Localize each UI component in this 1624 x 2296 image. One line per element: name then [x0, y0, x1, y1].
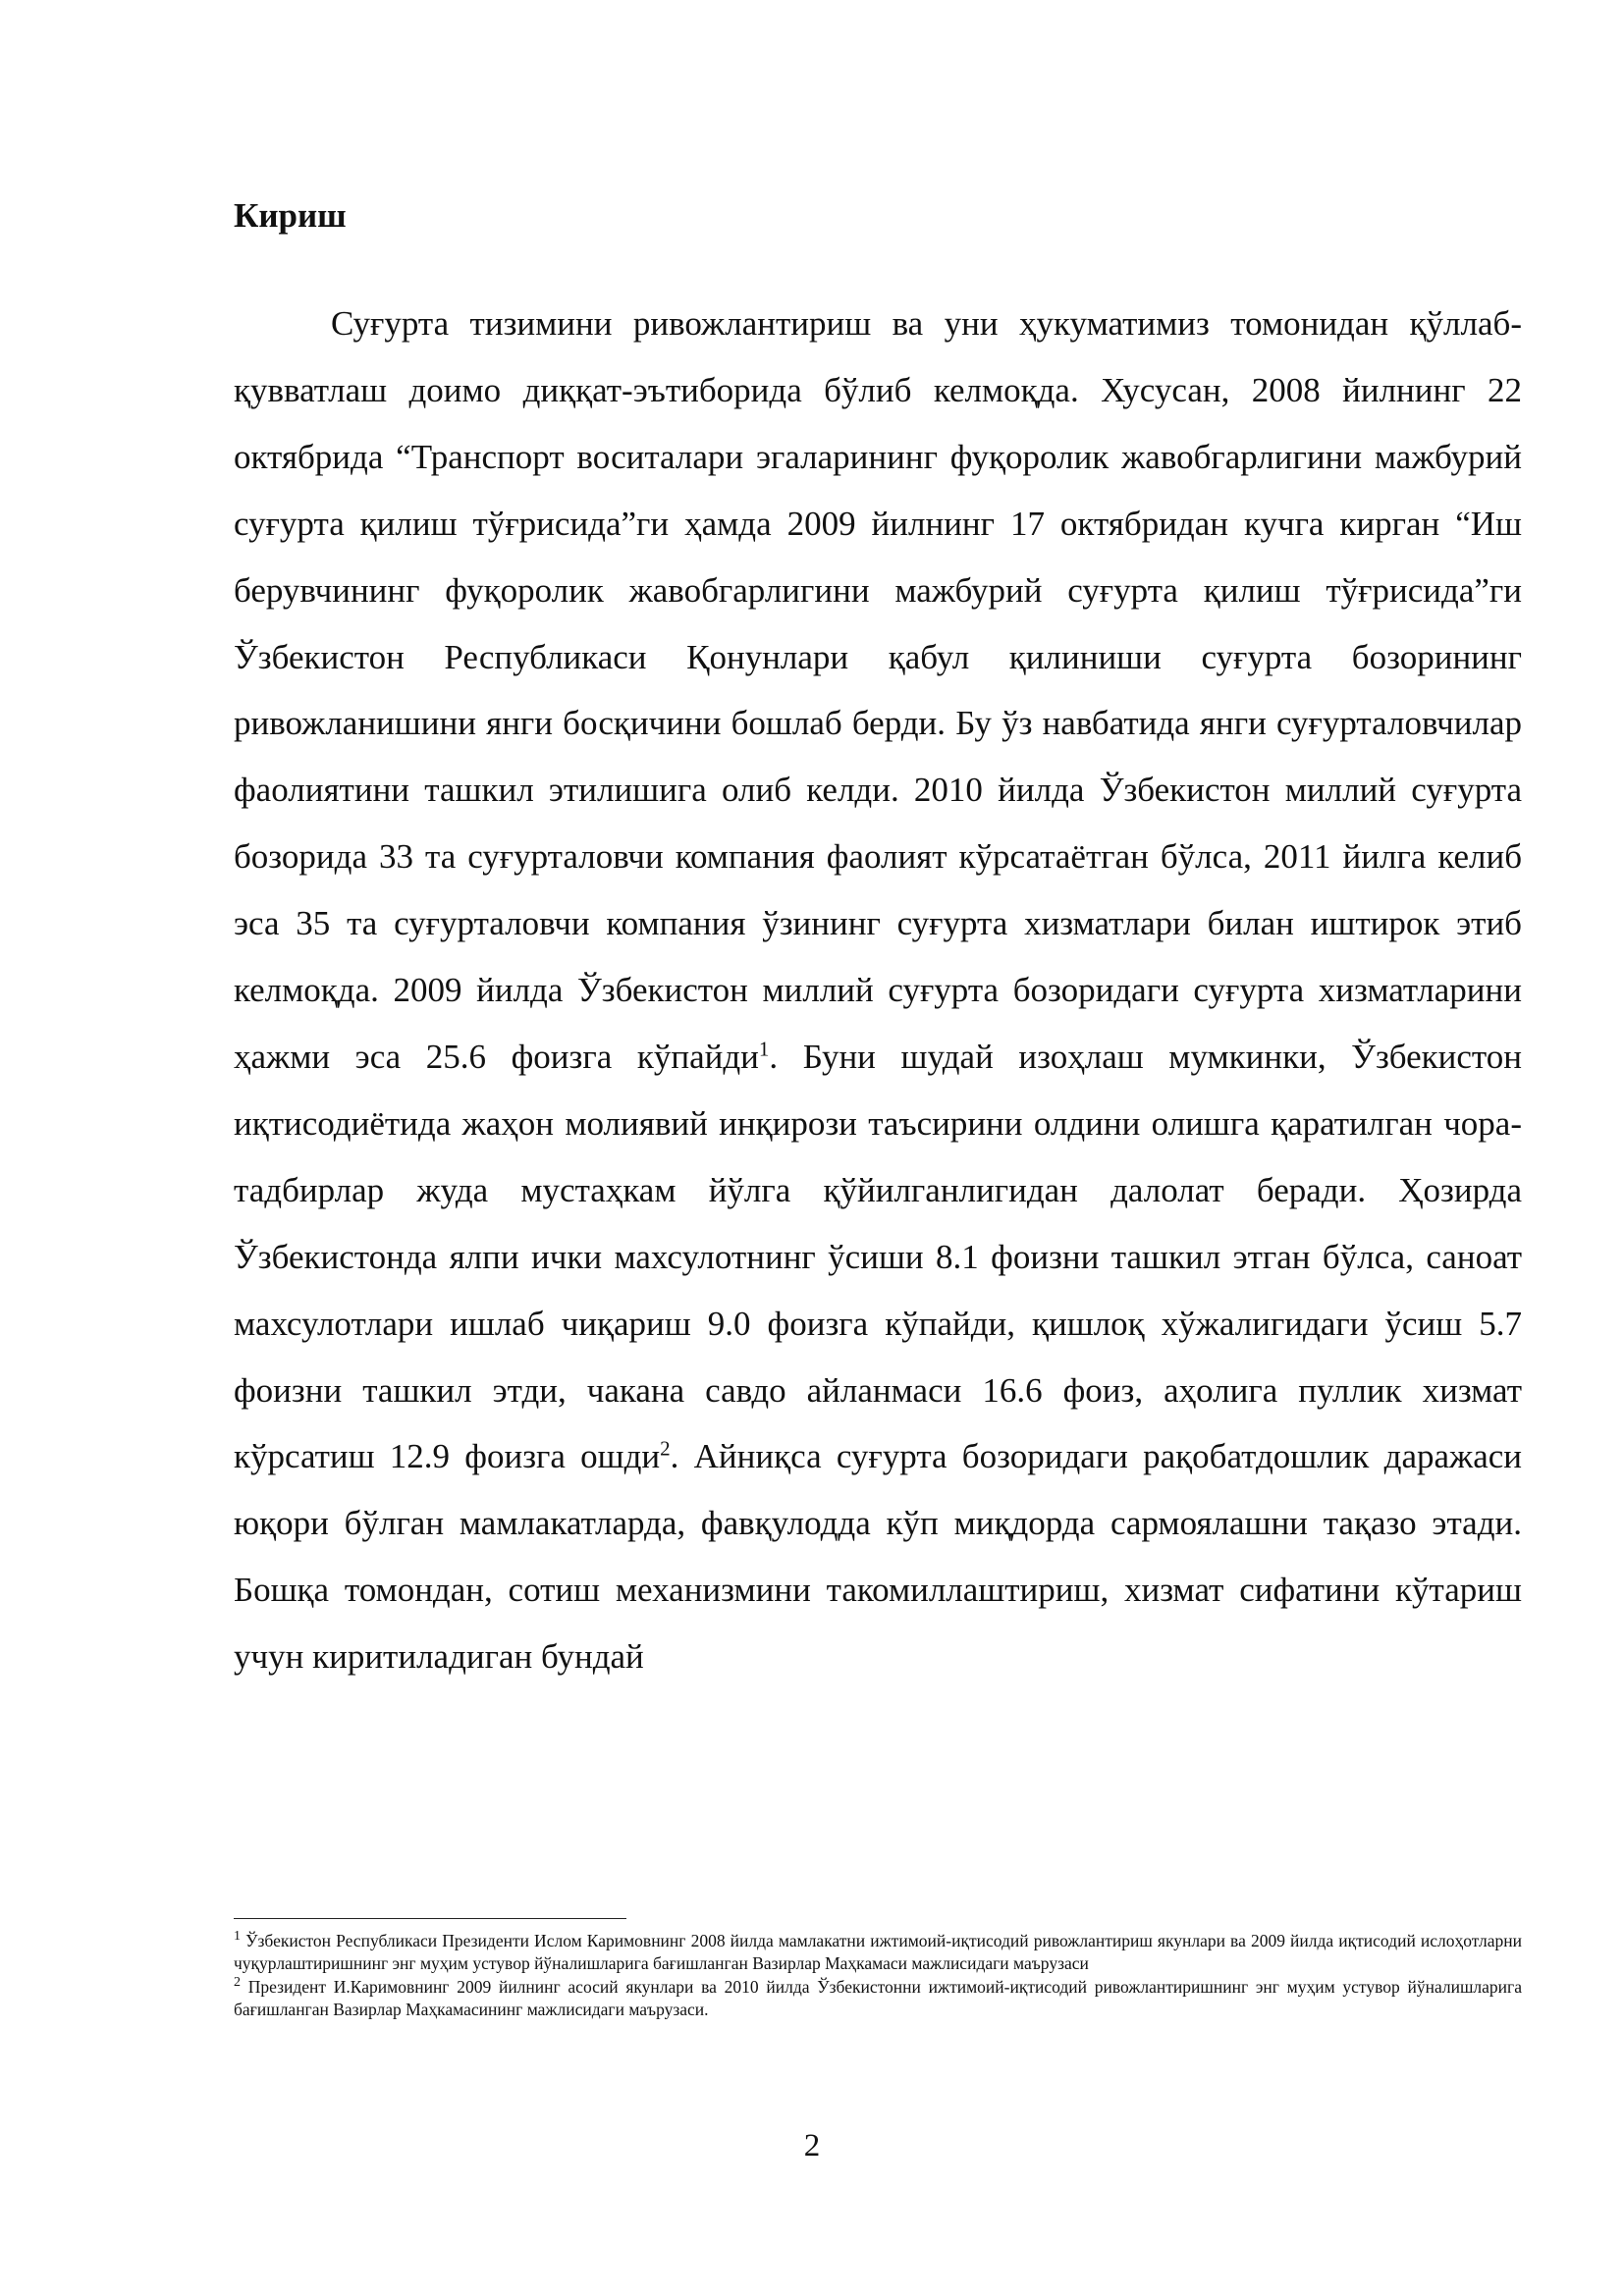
footnote [234, 1976, 1522, 2020]
footnote [234, 1930, 1522, 1974]
body-text-segment: . Буни шудай изоҳлаш мумкинки, Ўзбекистон иқтисодиётида жаҳон молиявий инқирози таъсирини олдини олишга қаратилган чора-тадбирлар жуда мустаҳкам йўлга қўйилганлигидан далолат беради. Ҳозирда Ўзбекистонда ялпи ички махсулотнинг ўсиши 8.1 фоизни ташкил этган бўлса, саноат махсулотлари ишлаб чиқариш 9.0 фоизга кўпайди, қишлоқ хўжалигидаги ўсиш 5.7 фоизни ташкил этди, чакана савдо айланмаси 16.6 фоиз, аҳолига пуллик хизмат кўрсатиш 12.9 фоизга ошди [234, 1037, 1522, 1476]
footnote-number: 1 [234, 1929, 241, 1945]
footnotes-section [234, 1930, 1522, 2022]
body-text-segment: . Айниқса суғурта бозоридаги рақобатдошлик даражаси юқори бўлган мамлакатларда, фавқулодда кўп миқдорда сармоялашни тақазо этади. Бошқа томондан, сотиш механизмини такомиллаштириш, хизмат сифатини кўтариш учун киритиладиган бундай [234, 1437, 1522, 1677]
body-text-segment: Суғурта тизимини ривожлантириш ва уни ҳукуматимиз томонидан қўллаб-қувватлаш доимо диққат-эътиборида бўлиб келмоқда. Хусусан, 2008 йилнинг 22 октябрида “Транспорт воситалари эгаларининг фуқоролик жавобгарлигини мажбурий суғурта қилиш тўғрисида”ги ҳамда 2009 йилнинг 17 октябридан кучга кирган “Иш берувчининг фуқоролик жавобгарлигини мажбурий суғурта қилиш тўғрисида”ги Ўзбекистон Республикаси Қонунлари қабул қилиниши суғурта бозорининг ривожланишини янги босқичини бошлаб берди. Бу ўз навбатида янги суғурталовчилар фаолиятини ташкил этилишига олиб келди. 2010 йилда Ўзбекистон миллий суғурта бозорида 33 та суғурталовчи компания фаолият кўрсатаётган бўлса, 2011 йилга келиб эса 35 та суғурталовчи компания ўзининг суғурта хизматлари билан иштирок этиб келмоқда. 2009 йилда Ўзбекистон миллий суғурта бозоридаги суғурта хизматларини ҳажми эса 25.6 фоизга кўпайди [234, 304, 1522, 1076]
footnote-reference[interactable]: 1 [758, 1037, 770, 1061]
footnote-text: Ўзбекистон Республикаси Президенти Ислом Каримовнинг 2008 йилда мамлакатни ижтимоий-иқтисодий ривожлантириш якунлари ва 2009 йилда иқтисодий ислоҳотларни чуқурлаштиришнинг энг муҳим устувор йўналишларига бағишланган Вазирлар Маҳкамаси мажлисидаги маърузаси [234, 1931, 1522, 1973]
footnote-number: 2 [234, 1975, 241, 1991]
footnote-reference[interactable]: 2 [660, 1436, 671, 1461]
page-number: 2 [803, 2128, 821, 2163]
body-paragraph [234, 291, 1522, 1690]
footnote-text: Президент И.Каримовнинг 2009 йилнинг асосий якунлари ва 2010 йилда Ўзбекистонни ижтимоий-иқтисодий ривожлантиришнинг энг муҳим устувор йўналишларига бағишланган Вазирлар Маҳкамасининг мажлисидаги маърузаси. [234, 1977, 1522, 2019]
section-heading: Кириш [234, 196, 347, 235]
footnote-separator [234, 1918, 626, 1919]
